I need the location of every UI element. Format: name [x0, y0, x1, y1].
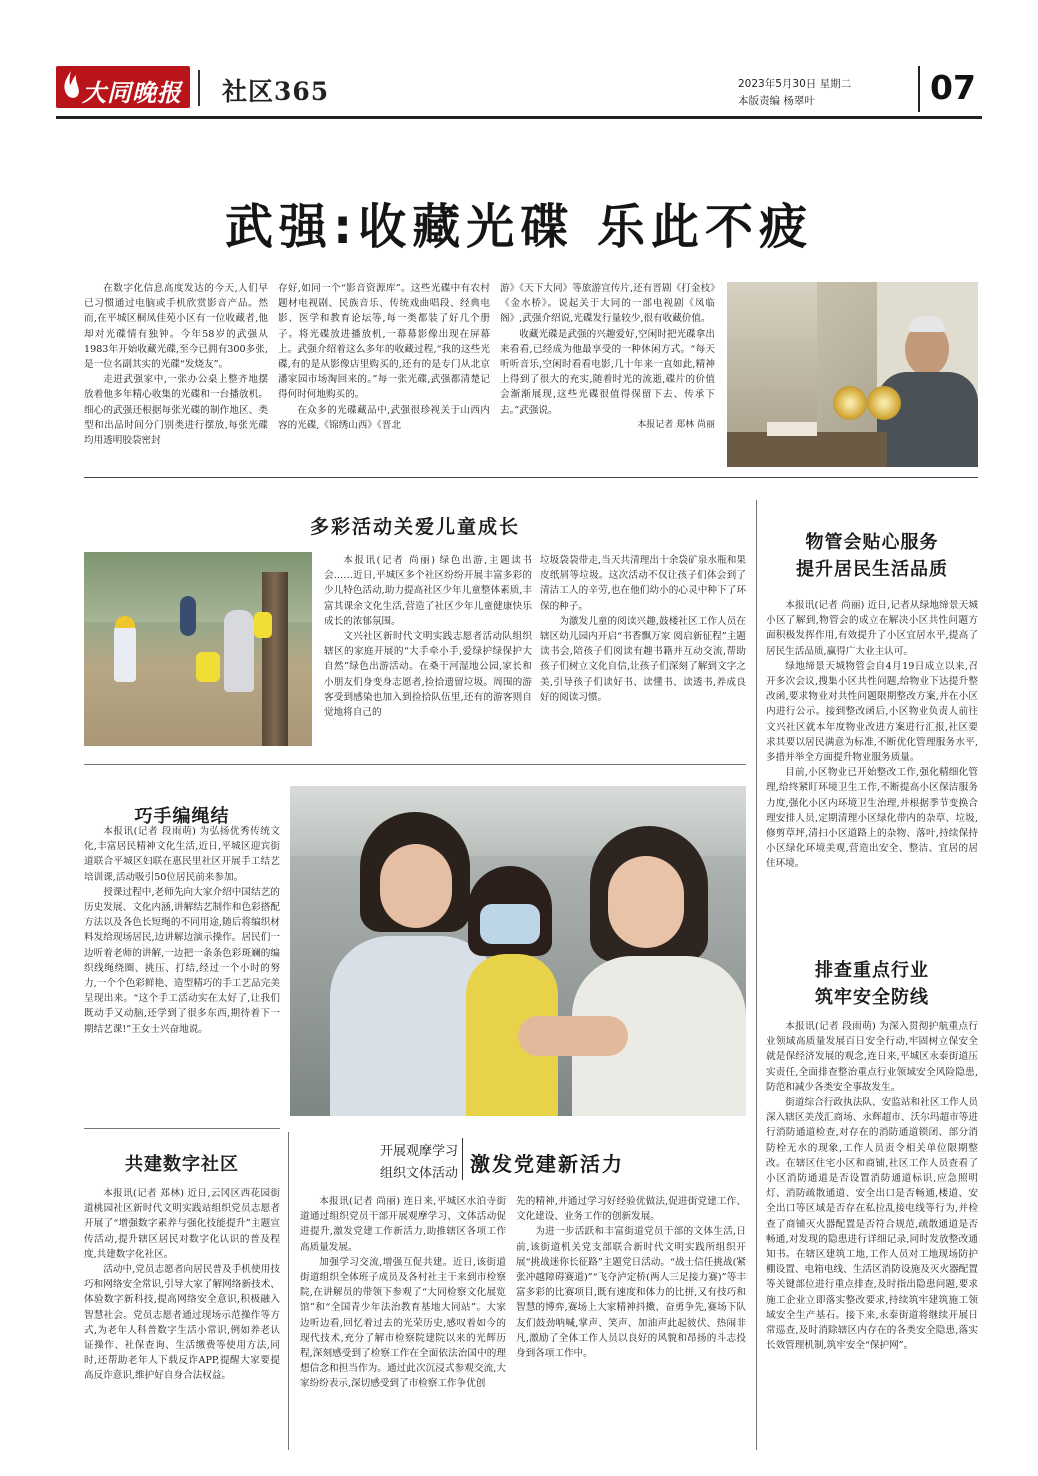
paper-name: 大同晚报: [82, 78, 182, 107]
lead-column-2: [278, 281, 490, 433]
party-kicker-rule: [462, 1138, 463, 1180]
paragraph: 目前,小区物业已开始整改工作,强化精细化管理,给终紧盯环境卫生工作,不断提高小区保洁服务力度,强化小区内环境卫生治理,并根据季节变换合理安排人员,定期清理小区绿化带内的杂草、垃圾,修剪草坪,清扫小区道路上的杂物、落叶,持续保持小区绿化环境美观,营造出安全、整洁、宜居的居住环境。: [766, 767, 978, 870]
paragraph: 本报讯(记者 段雨萌) 为深入贯彻护航重点行业领域高质量发展百日安全行动,牢固树立保安全就是保经济发展的观念,连日来,平城区永泰街道压实责任,全面排查整治重点行业领域安全风险隐患,防范和减少各类安全事故发生。: [766, 1021, 978, 1093]
photo-bag-1: [196, 652, 220, 682]
masthead: [56, 62, 982, 120]
paragraph: 本报讯(记者 尚丽) 绿色出游,主题读书会……近日,平城区多个社区纷纷开展丰富多彩的少儿特色活动,助力提高社区少年儿童整体素质,丰富其课余文化生活,营造了社区少年儿童健康快乐成长的浓郁氛围。: [324, 555, 532, 627]
children-photo-park: [84, 552, 312, 746]
paragraph: 本报讯(记者 尚丽) 近日,记者从绿地缔景天城小区了解到,物管会的成立在解决小区共性问题方面积极发挥作用,有效提升了小区宜居水平,提高了居民生活品质,赢得广大业主认可。: [766, 600, 978, 657]
photo-desk: [727, 432, 887, 467]
party-headline: 激发党建新活力: [470, 1152, 624, 1176]
safety-headline-1: 排查重点行业: [815, 960, 929, 981]
paragraph: 收藏光碟是武强的兴趣爱好,空闲时把光碟拿出来看看,已经成为他最享受的一种休闲方式。“每天听听音乐,空闲时看看电影,几十年来一直如此,精神上得到了很大的充实,随着时光的流逝,碟片的价值会渐渐展现,这些光碟很值得保留下去、传承下去。”武强说。: [500, 328, 715, 416]
children-bottom-rule: [84, 764, 746, 765]
weaving-photo: [290, 786, 746, 1116]
paragraph: 加强学习交流,增强互促共建。近日,该街道街道组织全体班子成员及各村社主干来到市检察院,在讲解员的带领下参观了“大同检察文化展览馆”和“全国青少年法治教育基地大同站”。大家边听边看,回忆着过去的光荣历史,感叹着如今的现代技术,充分了解市检察院建院以来的光辉历程,深刻感受到了检察工作在全面依法治国中的理想信念和担当作为。通过此次沉浸式参观交流,大家纷纷表示,深切感受到了市检察工作争优创: [300, 1256, 506, 1390]
photo-bag-2: [254, 612, 272, 638]
paragraph: 活动中,党员志愿者向居民普及手机使用技巧和网络安全常识,引导大家了解网络新技术、体验数字新科技,提高网络安全意识,积极融入智慧社会。党员志愿者通过现场示范操作等方式,为老年人科普数字生活小常识,例如养老认证操作、社保查询、生活缴费等使用方法,同时,还帮助老年人下载反诈APP,提醒大家要提高反诈意识,维护好自身合法权益。: [84, 1264, 280, 1382]
paragraph: 存好,如同一个“影音资源库”。这些光碟中有农村题材电视剧、民族音乐、传统戏曲唱段、经典电影、医学和教育论坛等,每一类都装了好几个册子。将光碟放进播放机,一幕幕影像出现在屏幕上。武强介绍着这么多年的收藏过程,“我的这些光碟,有的是从影像店里购买的,还有的是专门从北京潘家园市场淘回来的。”每一张光碟,武强都清楚记得何时何地购买的。: [278, 283, 490, 401]
masthead-bottom-rule: [56, 116, 982, 119]
paragraph: 本报讯(记者 尚丽) 连日来,平城区水泊寺街道通过组织党员干部开展观摩学习、文体活动促进提升,激发党建工作新活力,助推辖区各项工作高质量发展。: [300, 1196, 506, 1253]
lead-column-1: [84, 281, 268, 448]
weaving-bottom-rule: [84, 1128, 280, 1129]
flame-icon: [60, 69, 82, 105]
photo-hands: [518, 1016, 628, 1056]
paragraph: 绿地缔景天城物管会自4月19日成立以来,召开多次会议,搜集小区共性问题,给物业下达提升整改函,要求物业对共性问题限期整改方案,并在小区内进行公示。接到整改函后,小区物业负责人前往文兴社区就本年度物业改进方案进行汇报,社区要求其要以居民满意为标准,不断优化管理服务水平,多措并举全方面提升物业服务质量。: [766, 660, 978, 764]
photo-person-body: [877, 372, 978, 467]
party-column-2: [516, 1194, 746, 1361]
section-name: 社区365: [222, 77, 330, 106]
photo-disc-right: [867, 386, 901, 420]
children-headline: 多彩活动关爱儿童成长: [309, 516, 520, 538]
lead-column-3: [500, 281, 715, 433]
property-headline-2: 提升居民生活品质: [796, 559, 948, 580]
right-column-rule: [756, 500, 757, 1450]
paragraph: 文兴社区新时代文明实践志愿者活动队组织辖区的家庭开展的“大手牵小手,爱绿护绿保护大自然”绿色出游活动。在桑干河湿地公园,家长和小朋友们身变身志愿者,捡拾遗留垃圾。周围的游客受到感染也加入到捡拾队伍里,还有的游客则自觉地将自己的: [324, 631, 532, 719]
paragraph: 走进武强家中,一张办公桌上整齐地摆放着他多年精心收集的光碟和一台播放机。细心的武强还根据每张光碟的制作地区、类型和出品时间分门别类进行摆放,每张光碟均用透明胶袋密封: [84, 374, 268, 447]
weaving-headline: 巧手编绳结: [134, 806, 230, 827]
masthead-rule: [198, 70, 200, 106]
paragraph: 先的精神,并通过学习好经验优做法,促进街党建工作、文化建设、业务工作的创新发展。: [516, 1196, 746, 1223]
photo-tree-trunk: [262, 572, 288, 746]
photo-child-1: [114, 622, 136, 682]
safety-headline-2: 筑牢安全防线: [815, 987, 929, 1008]
paragraph: 为进一步活跃和丰富街道党员干部的文体生活,日前,该街道机关党支部联合新时代文明实践所组织开展“挑战迷你长征路”主题党日活动。“战士信任挑战(紧张冲越障碍赛道)”“飞夺泸定桥(两人三足接力赛)”等丰富多彩的比赛项目,既有速度和体力的比拼,又有技巧和智慧的博弈,赛场上大家精神抖擞、奋勇争先,赛场下队友们鼓劲呐喊,掌声、笑声、加油声此起彼伏、热闹非凡,激励了全体工作人员以良好的风貌和昂扬的斗志投身到各项工作中。: [516, 1226, 746, 1360]
photo-person-hair: [909, 316, 945, 332]
byline: 本报记者 郑林 尚丽: [637, 419, 715, 430]
page-editor: 本版责编 杨翠叶: [738, 95, 815, 107]
property-column: [766, 598, 978, 872]
paper-logo: [56, 66, 190, 108]
safety-column: [766, 1019, 978, 1353]
photo-disc-left: [833, 386, 867, 420]
paragraph: 垃圾袋袋带走,当天共清理出十余袋矿泉水瓶和果皮纸屑等垃圾。这次活动不仅让孩子们体会到了清洁工人的辛劳,也在他们幼小的心灵中种下了环保的种子。: [540, 555, 746, 612]
lead-bottom-rule: [84, 477, 978, 478]
digital-headline: 共建数字社区: [125, 1154, 239, 1175]
paragraph: 本报讯(记者 段雨萌) 为弘扬优秀传统文化,丰富居民精神文化生活,近日,平城区迎宾街道联合平城区妇联在惠民里社区开展手工结艺培训课,活动吸引50位居民前来参加。: [84, 826, 280, 883]
paragraph: 游》《天下大同》等旅游宣传片,还有晋剧《打金枝》《金水桥》。说起关于大同的一部电视剧《凤临阁》,武强介绍说,光碟发行量较少,很有收藏价值。: [500, 283, 715, 325]
party-column-1: [300, 1194, 506, 1392]
lead-headline: 武强:收藏光碟 乐此不疲: [225, 199, 813, 255]
photo-girl-mask: [480, 904, 540, 944]
page-number: 07: [930, 68, 976, 107]
photo-child-2: [180, 596, 196, 636]
paragraph: 为激发儿童的阅读兴趣,鼓楼社区工作人员在辖区幼儿园内开启“书香飘万家 阅启新征程”主题读书会,陪孩子们阅读有趣书籍并互动交流,帮助孩子们树立文化自信,让孩子们深刻了解到文字之美,引导孩子们读好书、读懂书、读透书,养成良好的阅读习惯。: [540, 615, 746, 703]
party-kicker-1: 开展观摩学习: [379, 1144, 458, 1159]
weaving-column: [84, 824, 280, 1037]
paragraph: 街道综合行政执法队、安监站和社区工作人员深入辖区美茂汇商场、永辉超市、沃尔玛超市等进行消防通道检查,对存在的消防通道锁闭、部分消防栓无水的现象,工作人员责令相关单位限期整改。在辖区住宅小区和商铺,社区工作人员查看了小区消防通道是否设置消防通道标识,应急照明灯、消防疏散通道、安全出口是否畅通,楼道、安全出口等区域是否存在私拉乱接电线等行为,并检查了商铺灭火器配置是否符合规范,疏散通道是否畅通,对发现的隐患进行详细记录,同时发放整改通知书。在辖区建筑工地,工作人员对工地现场防护棚设置、电箱电线、生活区消防设施及灭火器配置等关键部位进行重点排查,及时指出隐患问题,要求施工企业立即落实整改要求,持续筑牢建筑施工领域安全生产基石。接下来,永泰街道将继续开展日常巡查,及时消除辖区内存在的各类安全隐患,落实长效管理机制,筑牢安全“保护网”。: [766, 1097, 978, 1352]
photo-case: [767, 422, 817, 436]
paragraph: 在数字化信息高度发达的今天,人们早已习惯通过电脑或手机欣赏影音产品。然而,在平城区桐凤佳苑小区有一位收藏者,他却对光碟情有独钟。今年58岁的武强从1983年开始收藏光碟,至今已拥有300多张,是一位名副其实的光碟“发烧友”。: [84, 283, 268, 371]
paragraph: 本报讯(记者 郑林) 近日,云冈区西花园街道桃园社区新时代文明实践站组织党员志愿者开展了“增强数字素养与强化技能提升”主题宣传活动,提升辖区居民对数字化认识的普及程度,共建数字化社区。: [84, 1188, 280, 1260]
property-headline-1: 物管会贴心服务: [805, 532, 939, 553]
photo-woman-right-face: [608, 856, 684, 948]
bottom-left-rule: [288, 1132, 289, 1450]
children-column-1: [324, 553, 532, 720]
photo-adult: [224, 610, 254, 692]
issue-date: 2023年5月30日 星期二: [738, 78, 852, 90]
lead-photo-collector: [727, 282, 978, 467]
paragraph: 在众多的光碟藏品中,武强很珍视关于山西内容的光碟,《锦绣山西》《晋北: [278, 404, 490, 431]
digital-column: [84, 1186, 280, 1384]
party-kicker-2: 组织文体活动: [379, 1166, 458, 1181]
children-column-2: [540, 553, 746, 705]
paragraph: 授课过程中,老师先向大家介绍中国结艺的历史发展、文化内涵,讲解结艺制作和色彩搭配方法以及各色长短绳的不同用途,随后将编织材料发给现场居民,边讲解边演示操作。居民们一边听着老师的讲解,一边把一条条色彩斑斓的编织线绳绕圈、挑压、打结,经过一个小时的努力,一个个色彩鲜艳、造型精巧的手工艺品完美呈现出来。“这个手工活动实在太好了,让我们既动手又动脑,还学到了很多东西,期待着下一期结艺课!”王女士兴奋地说。: [84, 886, 280, 1035]
photo-woman-left-face: [380, 844, 452, 928]
page-no-divider: [918, 66, 920, 112]
